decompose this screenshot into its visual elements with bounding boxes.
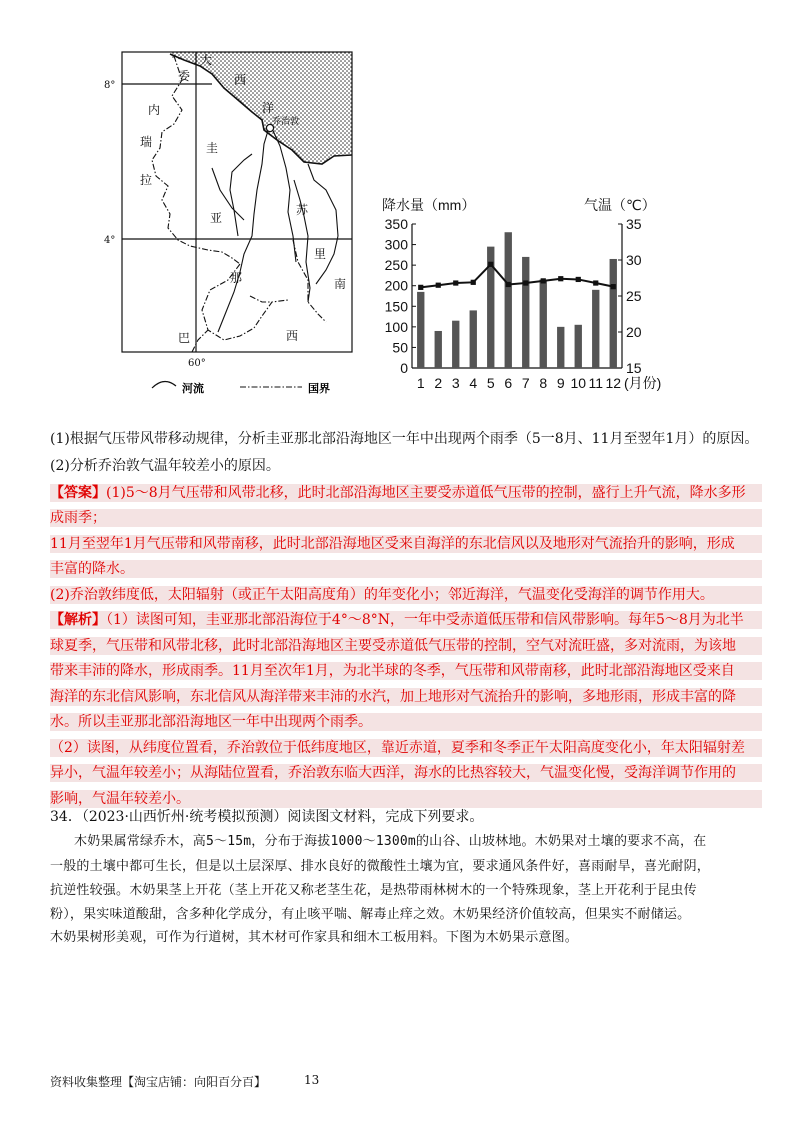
month-label: 11 [588,375,604,391]
right-tick-label: 35 [626,216,642,232]
left-tick-label: 100 [384,318,408,335]
month-label: 5 [486,375,495,391]
material-line-2: 一般的土壤中都可生长，但是以土层深厚、排水良好的微酸性土壤为宜，要求通风条件好，喜雨耐旱，喜光耐阴， [50,859,711,874]
precip-bar [575,325,582,368]
month-label: 3 [451,375,460,391]
label-xi2: 西 [286,329,299,343]
temperature-point [523,280,528,285]
precip-bar [452,321,459,368]
question-1: (1)根据气压带风带移动规律，分析圭亚那北部沿海地区一年中出现两个雨季（5一8月、11月至翌年1月）的原因。 [50,431,759,447]
label-na: 那 [230,271,243,285]
label-la: 拉 [140,173,153,187]
right-axis-title: 气温（℃） [584,197,656,213]
climate-chart [372,188,672,398]
temperature-point [611,284,616,289]
label-ba: 巴 [178,331,191,345]
temperature-point [593,280,598,285]
precip-bar [557,327,564,368]
label-rui: 瑞 [140,135,153,149]
temperature-point [541,278,546,283]
material-line-1: 木奶果属常绿乔木，高5～15m，分布于海拔1000～1300m的山谷、山坡林地。木奶果对土壤的要求不高，在 [74,834,707,849]
temperature-point [418,285,423,290]
analysis-line-6: （2）读图，从纬度位置看，乔治敦位于低纬度地区，靠近赤道，夏季和冬季正午太阳高度变化小，年太阳辐射差 [50,739,762,757]
question-2: (2)分析乔治敦气温年较差小的原因。 [50,458,280,474]
answer-text-1: (1)5～8月气压带和风带北移，此时北部沿海地区主要受赤道低气压带的控制，盛行上升气流，降水多形 [106,485,746,501]
month-label: 12 [605,375,622,391]
legend-border-label: 国界 [308,382,330,395]
left-tick-label: 300 [384,236,408,253]
analysis-line-5: 水。所以圭亚那北部沿海地区一年中出现两个雨季。 [50,713,762,731]
answer-tag: 【答案】 [50,485,106,501]
left-tick-label: 350 [384,216,408,232]
month-label: 7 [521,375,530,391]
legend-river-symbol [152,381,176,388]
analysis-line-3: 带来丰沛的降水，形成雨季。11月至次年1月，为北半球的冬季，气压带和风带南移，此时北部沿海地区受来自 [50,662,762,680]
precip-bar [592,290,599,368]
label-su: 苏 [296,203,309,217]
lat-4-label: 4° [104,235,116,246]
month-label: 6 [504,375,513,391]
label-ya: 亚 [210,211,223,225]
x-axis-label: (月份) [624,375,662,391]
question-34-heading: 34．（2023·山西忻州·统考模拟预测）阅读图文材料，完成下列要求。 [50,809,484,825]
month-label: 2 [434,375,443,391]
temperature-point [453,280,458,285]
analysis-text-1: （1）读图可知，圭亚那北部沿海位于4°～8°N，一年中受赤道低压带和信风带影响。每年5～8月为北半 [106,612,744,628]
label-nan: 南 [334,277,347,291]
right-tick-label: 15 [626,360,642,376]
right-tick-label: 30 [626,252,642,268]
precip-bar [540,280,547,368]
left-tick-label: 0 [400,360,408,376]
answer-line-4: 丰富的降水。 [50,560,762,578]
legend-river-label: 河流 [182,382,204,395]
left-tick-label: 150 [384,298,408,315]
month-label: 8 [539,375,548,391]
label-gui: 圭 [206,141,219,155]
precip-bar [522,257,529,368]
answer-line-5: (2)乔治敦纬度低，太阳辐射（或正午太阳高度角）的年变化小；邻近海洋，气温变化受海洋的调节作用大。 [50,586,762,604]
label-yang: 洋 [262,101,275,115]
lat-8-label: 8° [104,80,116,91]
label-da: 大 [200,53,213,67]
right-tick-label: 20 [626,324,642,340]
temperature-line [421,264,614,287]
precip-bar [610,259,617,368]
temperature-point [576,277,581,282]
month-label: 4 [469,375,478,391]
label-xi: 西 [234,73,247,87]
analysis-line-7: 异小，气温年较差小；从海陆位置看，乔治敦东临大西洋，海水的比热容较大，气温变化慢，受海洋调节作用的 [50,764,762,782]
month-label: 9 [556,375,565,391]
analysis-line-2: 球夏季，气压带和风带北移，此时北部沿海地区主要受赤道低气压带的控制，空气对流旺盛，多对流雨，为该地 [50,637,762,655]
right-tick-label: 25 [626,288,642,304]
footer-source: 资料收集整理【淘宝店铺：向阳百分百】 [50,1075,267,1089]
temperature-point [471,280,476,285]
material-line-4: 粉），果实味道酸甜，含多种化学成分，有止咳平喘、解毒止痒之效。木奶果经济价值较高，但果实不耐储运。 [50,907,691,922]
atlantic-ocean [170,52,352,164]
precip-bar [470,310,477,368]
precip-bar [417,292,424,368]
temperature-point [506,282,511,287]
guyana-map [104,40,364,400]
label-georgetown: 乔治敦 [272,117,300,127]
month-label: 10 [570,375,587,391]
lon-60-label: 60° [188,358,206,369]
analysis-tag: 【解析】 [50,612,106,628]
left-tick-label: 200 [384,277,408,294]
left-tick-label: 50 [392,339,408,356]
answer-line-2: 成雨季； [50,509,762,527]
answer-line-1 [50,484,762,502]
temperature-point [488,262,493,267]
left-tick-label: 250 [384,257,408,274]
temperature-point [436,283,441,288]
month-label: 1 [416,375,425,391]
analysis-line-4: 海洋的东北信风影响，东北信风从海洋带来丰沛的水汽，加上地形对气流抬升的影响，多地形雨，形成丰富的降 [50,688,762,706]
answer-line-3: 11月至翌年1月气压带和风带南移，此时北部沿海地区受来自海洋的东北信风以及地形对气流抬升的影响，形成 [50,535,762,553]
analysis-line-8: 影响，气温年较差小。 [50,790,762,808]
material-line-5: 木奶果树形美观，可作为行道树，其木材可作家具和细木工板用料。下图为木奶果示意图。 [50,930,579,945]
analysis-line-1 [50,611,762,629]
label-nei: 内 [148,103,161,117]
label-li: 里 [314,247,327,261]
page-number: 13 [304,1073,320,1087]
left-axis-title: 降水量（mm） [382,197,476,213]
material-line-3: 抗逆性较强。木奶果茎上开花（茎上开花又称老茎生花，是热带雨林树木的一个特殊现象，茎上开花利于昆虫传 [50,883,697,898]
precip-bar [435,331,442,368]
label-wei: 委 [178,69,191,83]
temperature-point [558,276,563,281]
precip-bar [505,232,512,368]
